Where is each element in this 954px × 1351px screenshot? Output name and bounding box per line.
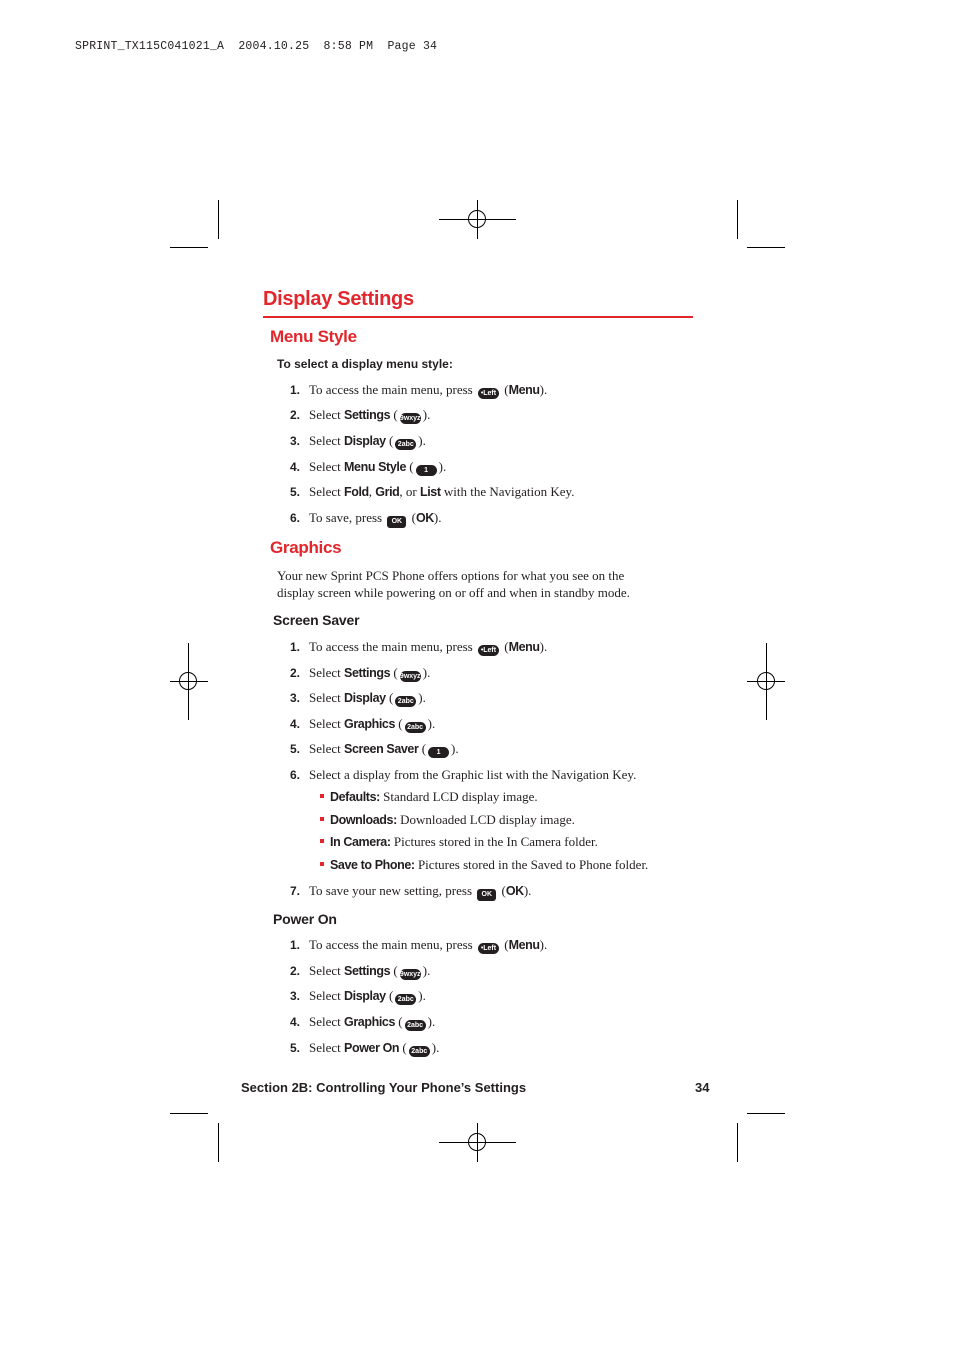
screen-saver-step-3: 3. Select Display ( 2abc ). [290,690,426,705]
screen-saver-step-1: 1. To access the main menu, press •Left (Menu). [290,639,548,654]
key-9-icon: 9wxyz [399,971,421,978]
bullet-square-icon [320,862,324,866]
key-1-icon: 1 [428,747,449,758]
menu-style-heading: Menu Style [270,327,357,346]
key-9-icon: 9wxyz [399,415,421,422]
footer-page-number: 34 [695,1080,710,1095]
bullet-item: Save to Phone: Pictures stored in the Saved to Phone folder. [320,857,648,873]
footer-section-title: Section 2B: Controlling Your Phone’s Settings [241,1080,527,1095]
screen-saver-step-5: 5. Select Screen Saver ( 1 ). [290,741,459,756]
power-on-step-2: 2. Select Settings ( 9wxyz ). [290,963,431,978]
key-2-icon: 2abc [409,1046,430,1057]
bullet-item: In Camera: Pictures stored in the In Camera folder. [320,834,598,850]
menu-style-step-1: 1. To access the main menu, press •Left (Menu). [290,382,548,397]
menu-style-step-5: 5. Select Fold, Grid, or List with the Navigation Key. [290,484,575,499]
slug-line: SPRINT_TX115C041021_A 2004.10.25 8:58 PM Page 34 [75,40,438,53]
key-1-icon: 1 [416,465,437,476]
bullet-item: Defaults: Standard LCD display image. [320,789,538,805]
left-softkey-icon: •Left [478,943,499,954]
bullet-square-icon [320,794,324,798]
power-on-step-4: 4. Select Graphics ( 2abc ). [290,1014,436,1029]
power-on-heading: Power On [273,911,337,927]
menu-style-step-3: 3. Select Display ( 2abc ). [290,433,426,448]
menu-style-step-2: 2. Select Settings ( 9wxyz ). [290,407,431,422]
left-softkey-icon: •Left [478,645,499,656]
menu-style-step-4: 4. Select Menu Style ( 1 ). [290,459,447,474]
ok-key-icon: OK [477,889,496,901]
menu-style-step-6: 6. To save, press OK (OK). [290,510,442,528]
power-on-step-5: 5. Select Power On ( 2abc ). [290,1040,440,1055]
bullet-square-icon [320,839,324,843]
screen-saver-step-6: 6. Select a display from the Graphic list with the Navigation Key. [290,767,637,782]
screen-saver-step-4: 4. Select Graphics ( 2abc ). [290,716,436,731]
key-2-icon: 2abc [395,696,416,707]
title-rule [263,316,693,318]
page-title: Display Settings [263,288,414,310]
screen-saver-heading: Screen Saver [273,612,360,628]
bullet-item: Downloads: Downloaded LCD display image. [320,812,575,828]
graphics-heading: Graphics [270,538,342,557]
screen-saver-step-2: 2. Select Settings ( 9wxyz ). [290,665,431,680]
graphics-paragraph: Your new Sprint PCS Phone offers options for what you see on the display screen while powering on or off and when in standby mode. [277,568,630,600]
bullet-square-icon [320,817,324,821]
screen-saver-step-7: 7. To save your new setting, press OK (OK). [290,883,531,901]
key-2-icon: 2abc [405,722,426,733]
power-on-step-1: 1. To access the main menu, press •Left (Menu). [290,937,548,952]
key-2-icon: 2abc [395,994,416,1005]
key-9-icon: 9wxyz [399,673,421,680]
key-2-icon: 2abc [405,1020,426,1031]
menu-style-intro: To select a display menu style: [277,357,453,371]
ok-key-icon: OK [387,516,406,528]
key-2-icon: 2abc [395,439,416,450]
left-softkey-icon: •Left [478,388,499,399]
power-on-step-3: 3. Select Display ( 2abc ). [290,988,426,1003]
